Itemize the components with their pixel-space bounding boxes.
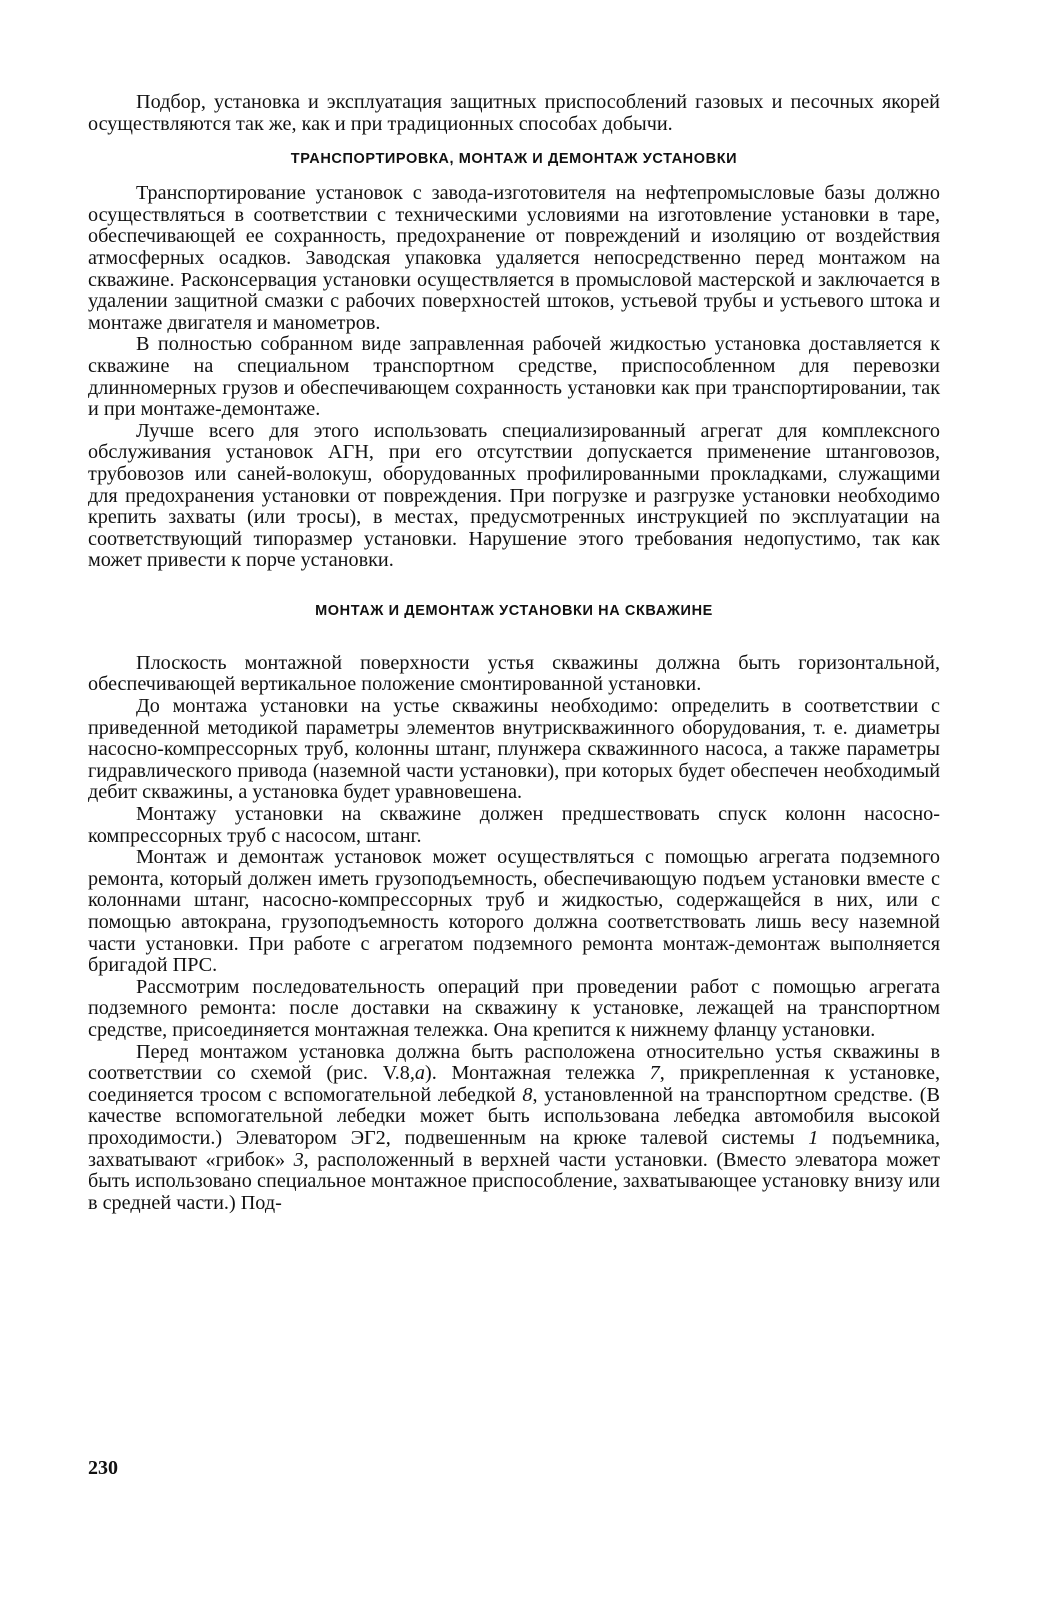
paragraph: Рассмотрим последовательность операций при проведении работ с помощью агрегата подземного ремонта: после доставки на скважину к установке, лежащей на транспортном средстве, присоединяется монтажная тележка. Она крепится к нижнему фланцу установки.: [88, 975, 940, 1041]
figure-letter: а: [414, 1062, 425, 1085]
page-body: [88, 92, 940, 1214]
paragraph-last: [88, 1042, 940, 1215]
text-run: Перед монтажом установка должна быть расположена относительно устья скважины в соответствии со схемой (рис. V.8,: [88, 1040, 940, 1085]
paragraph: Лучше всего для этого использовать специализированный агрегат для комплексного обслуживания установок АГН, при его отсутствии допускается применение штанговозов, трубовозов или саней-волокуш, оборудованных профилированными прокладками, служащими для предохранения установки от повреждения. При погрузке и разгрузке установки необходимо крепить захваты (или тросы), в местах, предусмотренных инструкцией по эксплуатации на соответствующий типоразмер установки. Нарушение этого требования недопустимо, так как может привести к порче установки.: [88, 419, 940, 572]
paragraph: Транспортирование установок с завода-изготовителя на нефтепромысловые базы должно осуществляться в соответствии с техническими условиями на изготовление установки в таре, обеспечивающей ее сохранность, предохранение от повреждений и изоляцию от воздействия атмосферных осадков. Заводская упаковка удаляется непосредственно перед монтажом на скважине. Расконсервация установки осуществляется в промысловой мастерской и заключается в удалении защитной смазки с рабочих поверхностей штоков, устьевой трубы и устьевого штока и монтаже двигателя и манометров.: [88, 182, 940, 334]
reference-number: 7: [649, 1062, 660, 1085]
section-heading-transport: ТРАНСПОРТИРОВКА, МОНТАЖ И ДЕМОНТАЖ УСТАНОВКИ: [290, 151, 738, 168]
intro-paragraph: Подбор, установка и эксплуатация защитных приспособлений газовых и песочных якорей осуществляются так же, как и при традиционных способах добычи.: [88, 91, 940, 135]
paragraph: Монтажу установки на скважине должен предшествовать спуск колонн насосно-компрессорных труб с насосом, штанг.: [88, 803, 940, 847]
text-run: , расположенный в верхней части установки. (Вместо элеватора может быть использовано специальное монтажное приспособление, захватывающее установку внизу или в средней части.) Под-: [88, 1148, 940, 1214]
text-run: , прикрепленная к установке, соединяется тросом с вспомогательной лебедкой: [88, 1062, 940, 1106]
text-run: ). Монтажная тележка: [425, 1062, 650, 1085]
reference-number: 1: [808, 1126, 819, 1149]
paragraph: До монтажа установки на устье скважины необходимо: определить в соответствии с приведенной методикой параметры элементов внутрискважинного оборудования, т. е. диаметры насосно-компрессорных труб, колонны штанг, плунжера скважинного насоса, а также параметры гидравлического привода (наземной части установки), при которых будет обеспечен необходимый дебит скважины, а установка будет уравновешена.: [88, 695, 940, 804]
paragraph: Плоскость монтажной поверхности устья скважины должна быть горизонтальной, обеспечивающей вертикальное положение смонтированной установки.: [88, 651, 940, 696]
text-run: подъемника, захватывают «грибок»: [88, 1126, 940, 1171]
section-heading-mounting: МОНТАЖ И ДЕМОНТАЖ УСТАНОВКИ НА СКВАЖИНЕ: [315, 602, 713, 619]
reference-number: 3: [293, 1148, 304, 1171]
paragraph: Монтаж и демонтаж установок может осуществляться с помощью агрегата подземного ремонта, который должен иметь грузоподъемность, обеспечивающую подъем установки вместе с колоннами штанг, насосно-компрессорных труб и жидкостью, содержащейся в них, или с помощью автокрана, грузоподъемность которого должна соответствовать лишь весу наземной части установки. При работе с агрегатом подземного ремонта монтаж-демонтаж выполняется бригадой ПРС.: [88, 846, 940, 977]
text-run: , установленной на транспортном средстве. (В качестве вспомогательной лебедки может быть использована лебедка автомобиля высокой проходимости.) Элеватором ЭГ2, подвешенным на крюке талевой системы: [88, 1083, 940, 1149]
reference-number: 8: [522, 1083, 533, 1106]
page-number: 230: [88, 1457, 118, 1479]
paragraph: В полностью собранном виде заправленная рабочей жидкостью установка доставляется к скважине на специальном транспортном средстве, приспособленном для перевозки длинномерных грузов и обеспечивающем сохранность установки как при транспортировании, так и при монтаже-демонтаже.: [88, 333, 940, 421]
